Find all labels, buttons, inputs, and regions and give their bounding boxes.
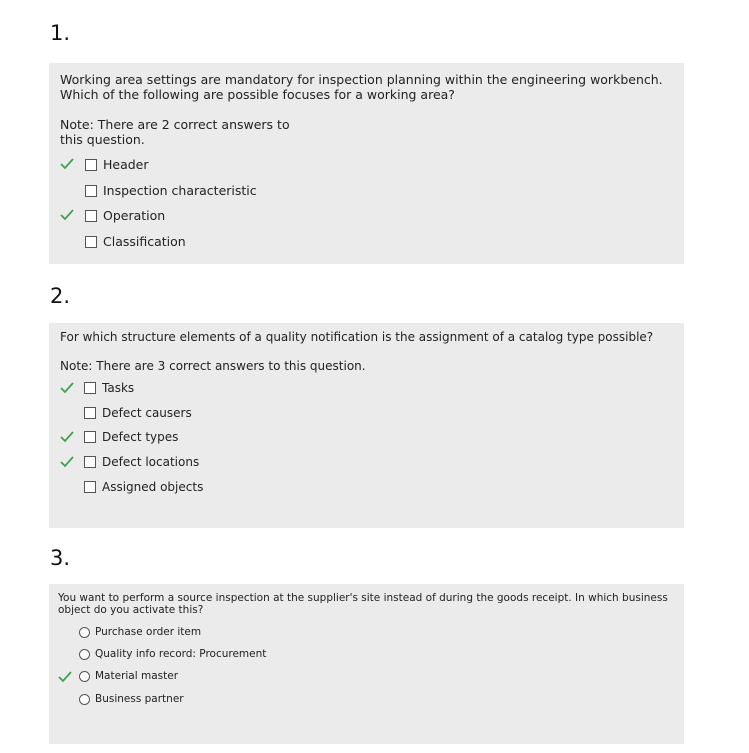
answer-option-inspection-characteristic[interactable]: [85, 183, 257, 198]
checkbox[interactable]: [84, 481, 96, 493]
answer-option-defect-locations[interactable]: [84, 455, 199, 469]
correct-check-icon: [59, 455, 75, 469]
question-1-text: Working area settings are mandatory for inspection planning within the engineering workbench. Which of the following are possible focuses for a working area?: [60, 72, 663, 102]
question-1-note: Note: There are 2 correct answers to this question.: [60, 117, 290, 147]
answer-option-purchase-order-item[interactable]: [79, 626, 201, 638]
option-label: Inspection characteristic: [103, 183, 257, 198]
correct-check-icon: [59, 208, 75, 222]
answer-option-material-master[interactable]: [79, 670, 178, 682]
correct-check-icon: [59, 381, 75, 395]
radio-button[interactable]: [79, 627, 90, 638]
option-label: Operation: [103, 208, 166, 223]
checkbox[interactable]: [85, 236, 97, 248]
option-label: Business partner: [95, 693, 184, 705]
radio-button[interactable]: [79, 649, 90, 660]
checkbox[interactable]: [84, 407, 96, 419]
option-label: Header: [103, 157, 149, 172]
option-label: Defect types: [102, 430, 179, 444]
option-label: Tasks: [102, 381, 135, 395]
radio-button[interactable]: [79, 671, 90, 682]
checkbox[interactable]: [84, 456, 96, 468]
checkbox[interactable]: [85, 210, 97, 222]
checkbox[interactable]: [84, 431, 96, 443]
answer-option-quality-info-record[interactable]: [79, 648, 266, 660]
option-label: Defect locations: [102, 455, 200, 469]
answer-option-business-partner[interactable]: [79, 693, 184, 705]
question-3-text: You want to perform a source inspection at the supplier's site instead of during the goods receipt. In which business object do you activate this?: [58, 592, 668, 616]
question-2-text: For which structure elements of a quality notification is the assignment of a catalog type possible?: [60, 330, 654, 344]
question-1-panel: [49, 63, 684, 264]
answer-option-assigned-objects[interactable]: [84, 480, 203, 494]
answer-option-operation[interactable]: [85, 208, 165, 223]
checkbox[interactable]: [84, 382, 96, 394]
answer-option-defect-causers[interactable]: [84, 406, 192, 420]
question-1-number: 1.: [50, 21, 71, 45]
option-label: Quality info record: Procurement: [95, 648, 267, 660]
checkbox[interactable]: [85, 159, 97, 171]
option-label: Purchase order item: [95, 626, 202, 638]
question-2-note: Note: There are 3 correct answers to this question.: [60, 359, 366, 373]
question-3-number: 3.: [50, 546, 71, 570]
question-2-panel: [49, 323, 684, 528]
option-label: Defect causers: [102, 406, 192, 420]
answer-option-header[interactable]: [85, 157, 149, 172]
checkbox[interactable]: [85, 185, 97, 197]
question-3-panel: [49, 584, 684, 744]
question-2-number: 2.: [50, 284, 71, 308]
correct-check-icon: [57, 670, 73, 684]
correct-check-icon: [59, 430, 75, 444]
radio-button[interactable]: [79, 694, 90, 705]
option-label: Assigned objects: [102, 480, 204, 494]
option-label: Material master: [95, 670, 179, 682]
answer-option-defect-types[interactable]: [84, 430, 178, 444]
answer-option-classification[interactable]: [85, 234, 186, 249]
answer-option-tasks[interactable]: [84, 381, 134, 395]
correct-check-icon: [59, 157, 75, 171]
option-label: Classification: [103, 234, 186, 249]
